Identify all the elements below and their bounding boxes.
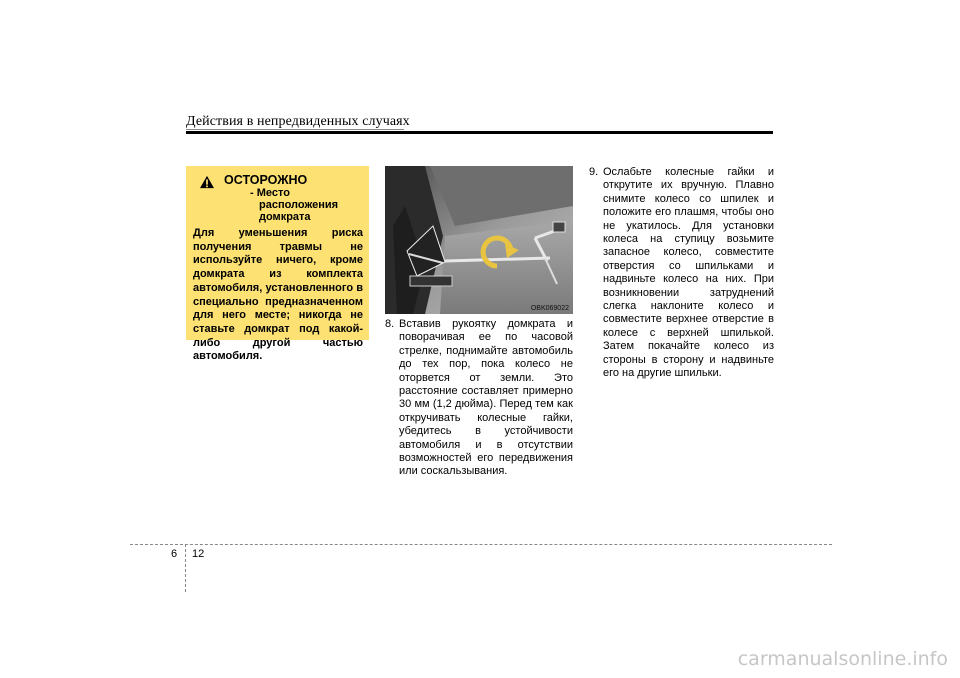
running-header-title: Действия в непредвиденных случаях <box>186 114 410 129</box>
footer-vertical-rule <box>185 544 186 592</box>
warning-subtitle: - Место расположения домкрата <box>250 187 339 223</box>
footer-rule <box>130 544 832 545</box>
step-8-text: Вставив рукоятку домкрата и поворачивая ее по часовой стрелке, поднимайте автомобиль до тех пор, пока колесо не оторвется от земли. Это расстояние составляет примерно 30 мм (1,2 дюйма). Перед тем как откручивать колесные гайки, убедитесь в устойчивости автомобиля и в отсутствии возможностей его передвижения или соскальзывания. <box>399 318 573 478</box>
warning-triangle-icon <box>198 175 216 189</box>
step-9-number: 9. <box>589 166 599 178</box>
jack-illustration <box>385 166 573 314</box>
section-number: 6 <box>171 548 178 560</box>
step-8-number: 8. <box>385 318 395 330</box>
page-number: 12 <box>192 548 205 560</box>
jack-figure <box>385 166 573 314</box>
step-8 <box>385 318 573 479</box>
header-thin-rule <box>186 129 404 130</box>
warning-heading <box>193 173 363 223</box>
warning-body: Для уменьшения риска получения травмы не используйте ничего, кроме домкрата из комплекта автомобиля, установленного в специально предназначенном для него месте; никогда не ставьте домкрат под какой-либо другой частью автомобиля. <box>193 227 363 363</box>
warning-box <box>186 166 369 363</box>
figure-code: OBK069022 <box>530 305 569 312</box>
step-9-text: Ослабьте колесные гайки и открутите их вручную. Плавно снимите колесо со шпилек и положите его плашмя, чтобы оно не укатилось. Для установки колеса на ступицу возьмите запасное колесо, совместите отверстия со шпильками и надвиньте колесо на них. При возникновении затруднений слегка наклоните колесо и совместите верхнее отверстие в колесе с верхней шпилькой. Затем покачайте колесо из стороны в сторону и надвиньте его на другие шпильки. <box>603 166 774 380</box>
warning-title: ОСТОРОЖНО <box>224 173 308 187</box>
watermark: carmanualsonline.info <box>737 648 948 670</box>
header-rule <box>186 131 773 134</box>
step-9 <box>589 166 774 381</box>
